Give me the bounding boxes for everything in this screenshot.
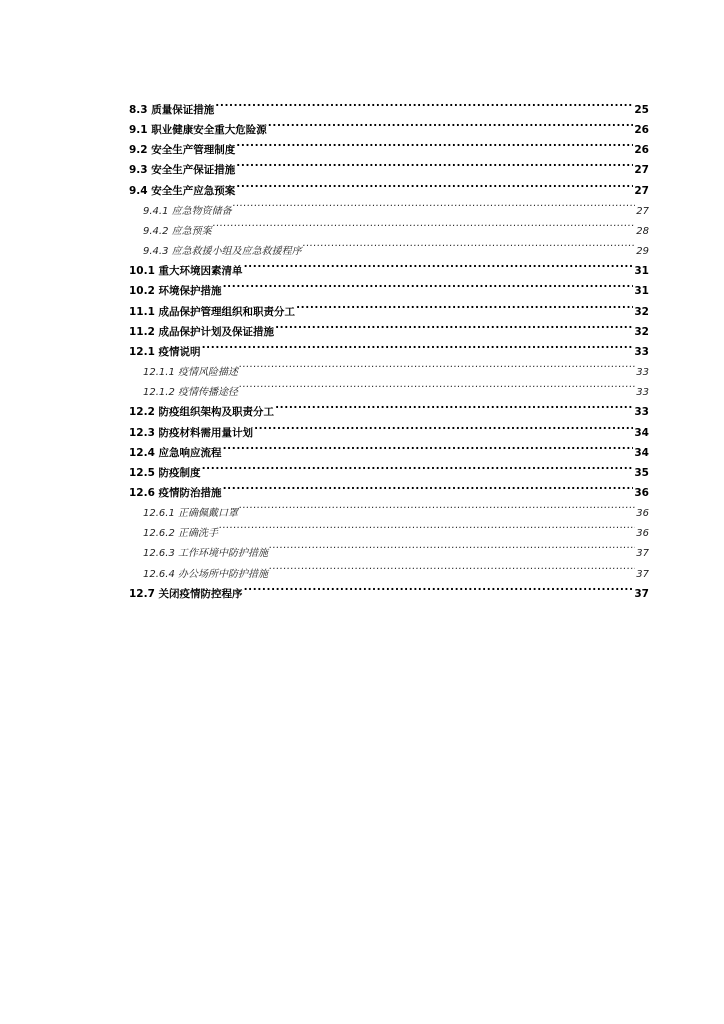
toc-entry-title: 9.4.1 应急物资储备 [143, 205, 232, 217]
toc-entry-page: 32 [634, 325, 649, 338]
toc-entry-page: 32 [634, 305, 649, 318]
toc-dot-leader [202, 335, 634, 355]
toc-entry-title: 9.1 职业健康安全重大危险源 [129, 124, 267, 137]
toc-entry-page: 33 [634, 406, 649, 419]
toc-entry-page: 31 [634, 285, 649, 298]
table-of-contents [129, 93, 649, 600]
toc-entry-page: 36 [636, 508, 649, 520]
toc-dot-leader [223, 274, 634, 294]
toc-entry-page: 36 [636, 528, 649, 540]
toc-entry-page: 33 [636, 367, 649, 379]
toc-entry-page: 37 [636, 568, 649, 580]
toc-entry[interactable] [129, 456, 649, 479]
toc-dot-leader [236, 133, 633, 153]
toc-entry-page: 25 [634, 104, 649, 116]
toc-entry-title: 9.4.3 应急救援小组及应急救援程序 [143, 246, 302, 258]
toc-entry-title: 12.5 防疫制度 [129, 466, 201, 479]
toc-dot-leader [219, 516, 635, 536]
toc-entry-title: 12.6.4 办公场所中防护措施 [143, 568, 268, 580]
toc-dot-leader [239, 375, 635, 395]
toc-entry-title: 12.6.3 工作环境中防护措施 [143, 548, 268, 560]
toc-entry-page: 34 [634, 446, 649, 459]
toc-entry-title: 11.2 成品保护计划及保证措施 [129, 325, 275, 338]
toc-entry-title: 10.2 环境保护措施 [129, 285, 222, 298]
toc-dot-leader [215, 93, 633, 113]
toc-dot-leader [244, 254, 634, 274]
toc-entry-title: 12.1.1 疫情风险描述 [143, 367, 238, 379]
toc-subentry[interactable] [129, 355, 649, 379]
toc-entry-page: 28 [636, 225, 649, 237]
toc-entry-title: 11.1 成品保护管理组织和职责分工 [129, 305, 296, 318]
toc-dot-leader [233, 194, 636, 214]
toc-entry-title: 12.6 疫情防治措施 [129, 486, 222, 499]
toc-entry-page: 36 [634, 486, 649, 499]
toc-entry-title: 12.2 防疫组织架构及职责分工 [129, 406, 275, 419]
toc-dot-leader [275, 395, 633, 415]
toc-entry-title: 9.3 安全生产保证措施 [129, 164, 236, 177]
toc-entry-page: 26 [634, 144, 649, 157]
toc-entry-page: 27 [634, 184, 649, 197]
toc-dot-leader [239, 496, 635, 516]
toc-entry-title: 12.4 应急响应流程 [129, 446, 222, 459]
toc-dot-leader [239, 355, 635, 375]
toc-entry-title: 12.3 防疫材料需用量计划 [129, 426, 254, 439]
toc-entry-title: 10.1 重大环境因素清单 [129, 265, 243, 278]
toc-dot-leader [236, 174, 633, 194]
toc-dot-leader [275, 315, 633, 335]
toc-dot-leader [244, 577, 634, 597]
toc-dot-leader [269, 557, 635, 577]
toc-entry-title: 12.6.2 正确洗手 [143, 528, 218, 540]
toc-entry-page: 37 [636, 548, 649, 560]
toc-dot-leader [236, 153, 633, 173]
toc-entry-page: 37 [634, 587, 649, 600]
toc-entry-page: 35 [634, 466, 649, 479]
toc-entry-title: 8.3 质量保证措施 [129, 104, 215, 116]
toc-entry-page: 27 [634, 164, 649, 177]
toc-dot-leader [296, 295, 633, 315]
toc-entry-page: 31 [634, 265, 649, 278]
toc-entry[interactable] [129, 93, 649, 116]
toc-dot-leader [202, 456, 634, 476]
toc-dot-leader [254, 416, 633, 436]
toc-entry[interactable] [129, 476, 649, 499]
toc-entry-title: 12.1 疫情说明 [129, 345, 201, 358]
toc-entry-title: 9.2 安全生产管理制度 [129, 144, 236, 157]
toc-dot-leader [269, 536, 635, 556]
toc-entry-title: 12.1.2 疫情传播途径 [143, 387, 238, 399]
toc-dot-leader [268, 113, 634, 133]
toc-dot-leader [223, 476, 634, 496]
toc-entry-title: 12.6.1 正确佩戴口罩 [143, 508, 238, 520]
toc-entry-title: 12.7 关闭疫情防控程序 [129, 587, 243, 600]
toc-entry-title: 9.4.2 应急预案 [143, 225, 212, 237]
toc-entry-page: 27 [636, 205, 649, 217]
toc-entry-page: 34 [634, 426, 649, 439]
toc-entry-page: 33 [636, 387, 649, 399]
toc-entry-page: 33 [634, 345, 649, 358]
toc-dot-leader [303, 234, 636, 254]
toc-dot-leader [223, 436, 634, 456]
toc-entry-title: 9.4 安全生产应急预案 [129, 184, 236, 197]
toc-entry[interactable] [129, 335, 649, 358]
toc-entry-page: 29 [636, 246, 649, 258]
toc-entry-page: 26 [634, 124, 649, 137]
toc-dot-leader [213, 214, 636, 234]
